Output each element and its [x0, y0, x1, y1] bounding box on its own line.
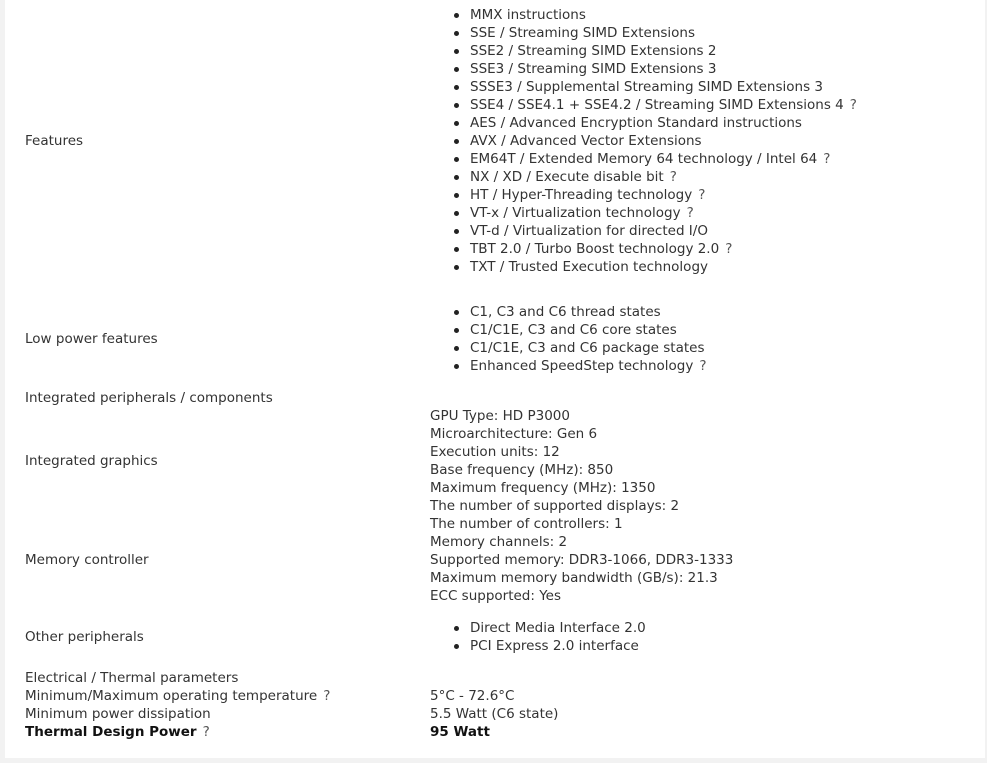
integrated-graphics-label: Integrated graphics — [25, 453, 158, 469]
spec-value: Maximum memory bandwidth (GB/s): 21.3 — [430, 570, 718, 586]
list-item: SSE / Streaming SIMD Extensions — [450, 24, 857, 42]
help-icon[interactable]: ? — [669, 169, 677, 185]
min-power-label: Minimum power dissipation — [25, 706, 211, 722]
list-item: TXT / Trusted Execution technology — [450, 258, 857, 276]
features-label: Features — [25, 133, 84, 149]
spec-value: The number of supported displays: 2 — [430, 498, 680, 514]
list-item: AVX / Advanced Vector Extensions — [450, 132, 857, 150]
help-icon[interactable]: ? — [699, 358, 707, 374]
spec-panel — [5, 0, 985, 758]
list-item: TBT 2.0 / Turbo Boost technology 2.0 ? — [450, 240, 857, 258]
list-item: C1/C1E, C3 and C6 core states — [450, 321, 707, 339]
help-icon[interactable]: ? — [849, 97, 857, 113]
list-item: VT-x / Virtualization technology ? — [450, 204, 857, 222]
electrical-label: Electrical / Thermal parameters — [25, 670, 239, 686]
list-item: MMX instructions — [450, 6, 857, 24]
help-icon[interactable]: ? — [725, 241, 733, 257]
temperature-label: Minimum/Maximum operating temperature ? — [25, 688, 331, 704]
other-peripherals-list — [450, 619, 646, 655]
list-item: EM64T / Extended Memory 64 technology / Intel 64 ? — [450, 150, 857, 168]
spec-value: Base frequency (MHz): 850 — [430, 462, 614, 478]
tdp-value: 95 Watt — [430, 724, 490, 740]
list-item: AES / Advanced Encryption Standard instructions — [450, 114, 857, 132]
other-peripherals-label: Other peripherals — [25, 629, 144, 645]
features-list — [450, 6, 857, 276]
tdp-label: Thermal Design Power ? — [25, 724, 210, 740]
low-power-list — [450, 303, 707, 375]
help-icon[interactable]: ? — [823, 151, 831, 167]
help-icon[interactable]: ? — [686, 205, 694, 221]
temperature-value: 5°C - 72.6°C — [430, 688, 515, 704]
help-icon[interactable]: ? — [323, 688, 331, 704]
memory-controller-label: Memory controller — [25, 552, 149, 568]
spec-value: Microarchitecture: Gen 6 — [430, 426, 598, 442]
spec-value: Memory channels: 2 — [430, 534, 568, 550]
spec-value: Maximum frequency (MHz): 1350 — [430, 480, 656, 496]
list-item: VT-d / Virtualization for directed I/O — [450, 222, 857, 240]
spec-value: GPU Type: HD P3000 — [430, 408, 570, 424]
list-item: SSE4 / SSE4.1 + SSE4.2 / Streaming SIMD Extensions 4 ? — [450, 96, 857, 114]
memory-controller-values — [430, 515, 733, 605]
list-item: Direct Media Interface 2.0 — [450, 619, 646, 637]
spec-value: The number of controllers: 1 — [430, 516, 623, 532]
list-item: SSE2 / Streaming SIMD Extensions 2 — [450, 42, 857, 60]
list-item: C1/C1E, C3 and C6 package states — [450, 339, 707, 357]
low-power-label: Low power features — [25, 331, 158, 347]
list-item: SSSE3 / Supplemental Streaming SIMD Extensions 3 — [450, 78, 857, 96]
help-icon[interactable]: ? — [698, 187, 706, 203]
spec-value: Execution units: 12 — [430, 444, 560, 460]
list-item: HT / Hyper-Threading technology ? — [450, 186, 857, 204]
min-power-value: 5.5 Watt (C6 state) — [430, 706, 559, 722]
integrated-graphics-values — [430, 407, 679, 515]
list-item: NX / XD / Execute disable bit ? — [450, 168, 857, 186]
integrated-peripherals-label: Integrated peripherals / components — [25, 390, 273, 406]
list-item: SSE3 / Streaming SIMD Extensions 3 — [450, 60, 857, 78]
spec-value: ECC supported: Yes — [430, 588, 562, 604]
help-icon[interactable]: ? — [202, 724, 210, 740]
list-item: C1, C3 and C6 thread states — [450, 303, 707, 321]
spec-value: Supported memory: DDR3-1066, DDR3-1333 — [430, 552, 734, 568]
list-item: PCI Express 2.0 interface — [450, 637, 646, 655]
list-item: Enhanced SpeedStep technology ? — [450, 357, 707, 375]
